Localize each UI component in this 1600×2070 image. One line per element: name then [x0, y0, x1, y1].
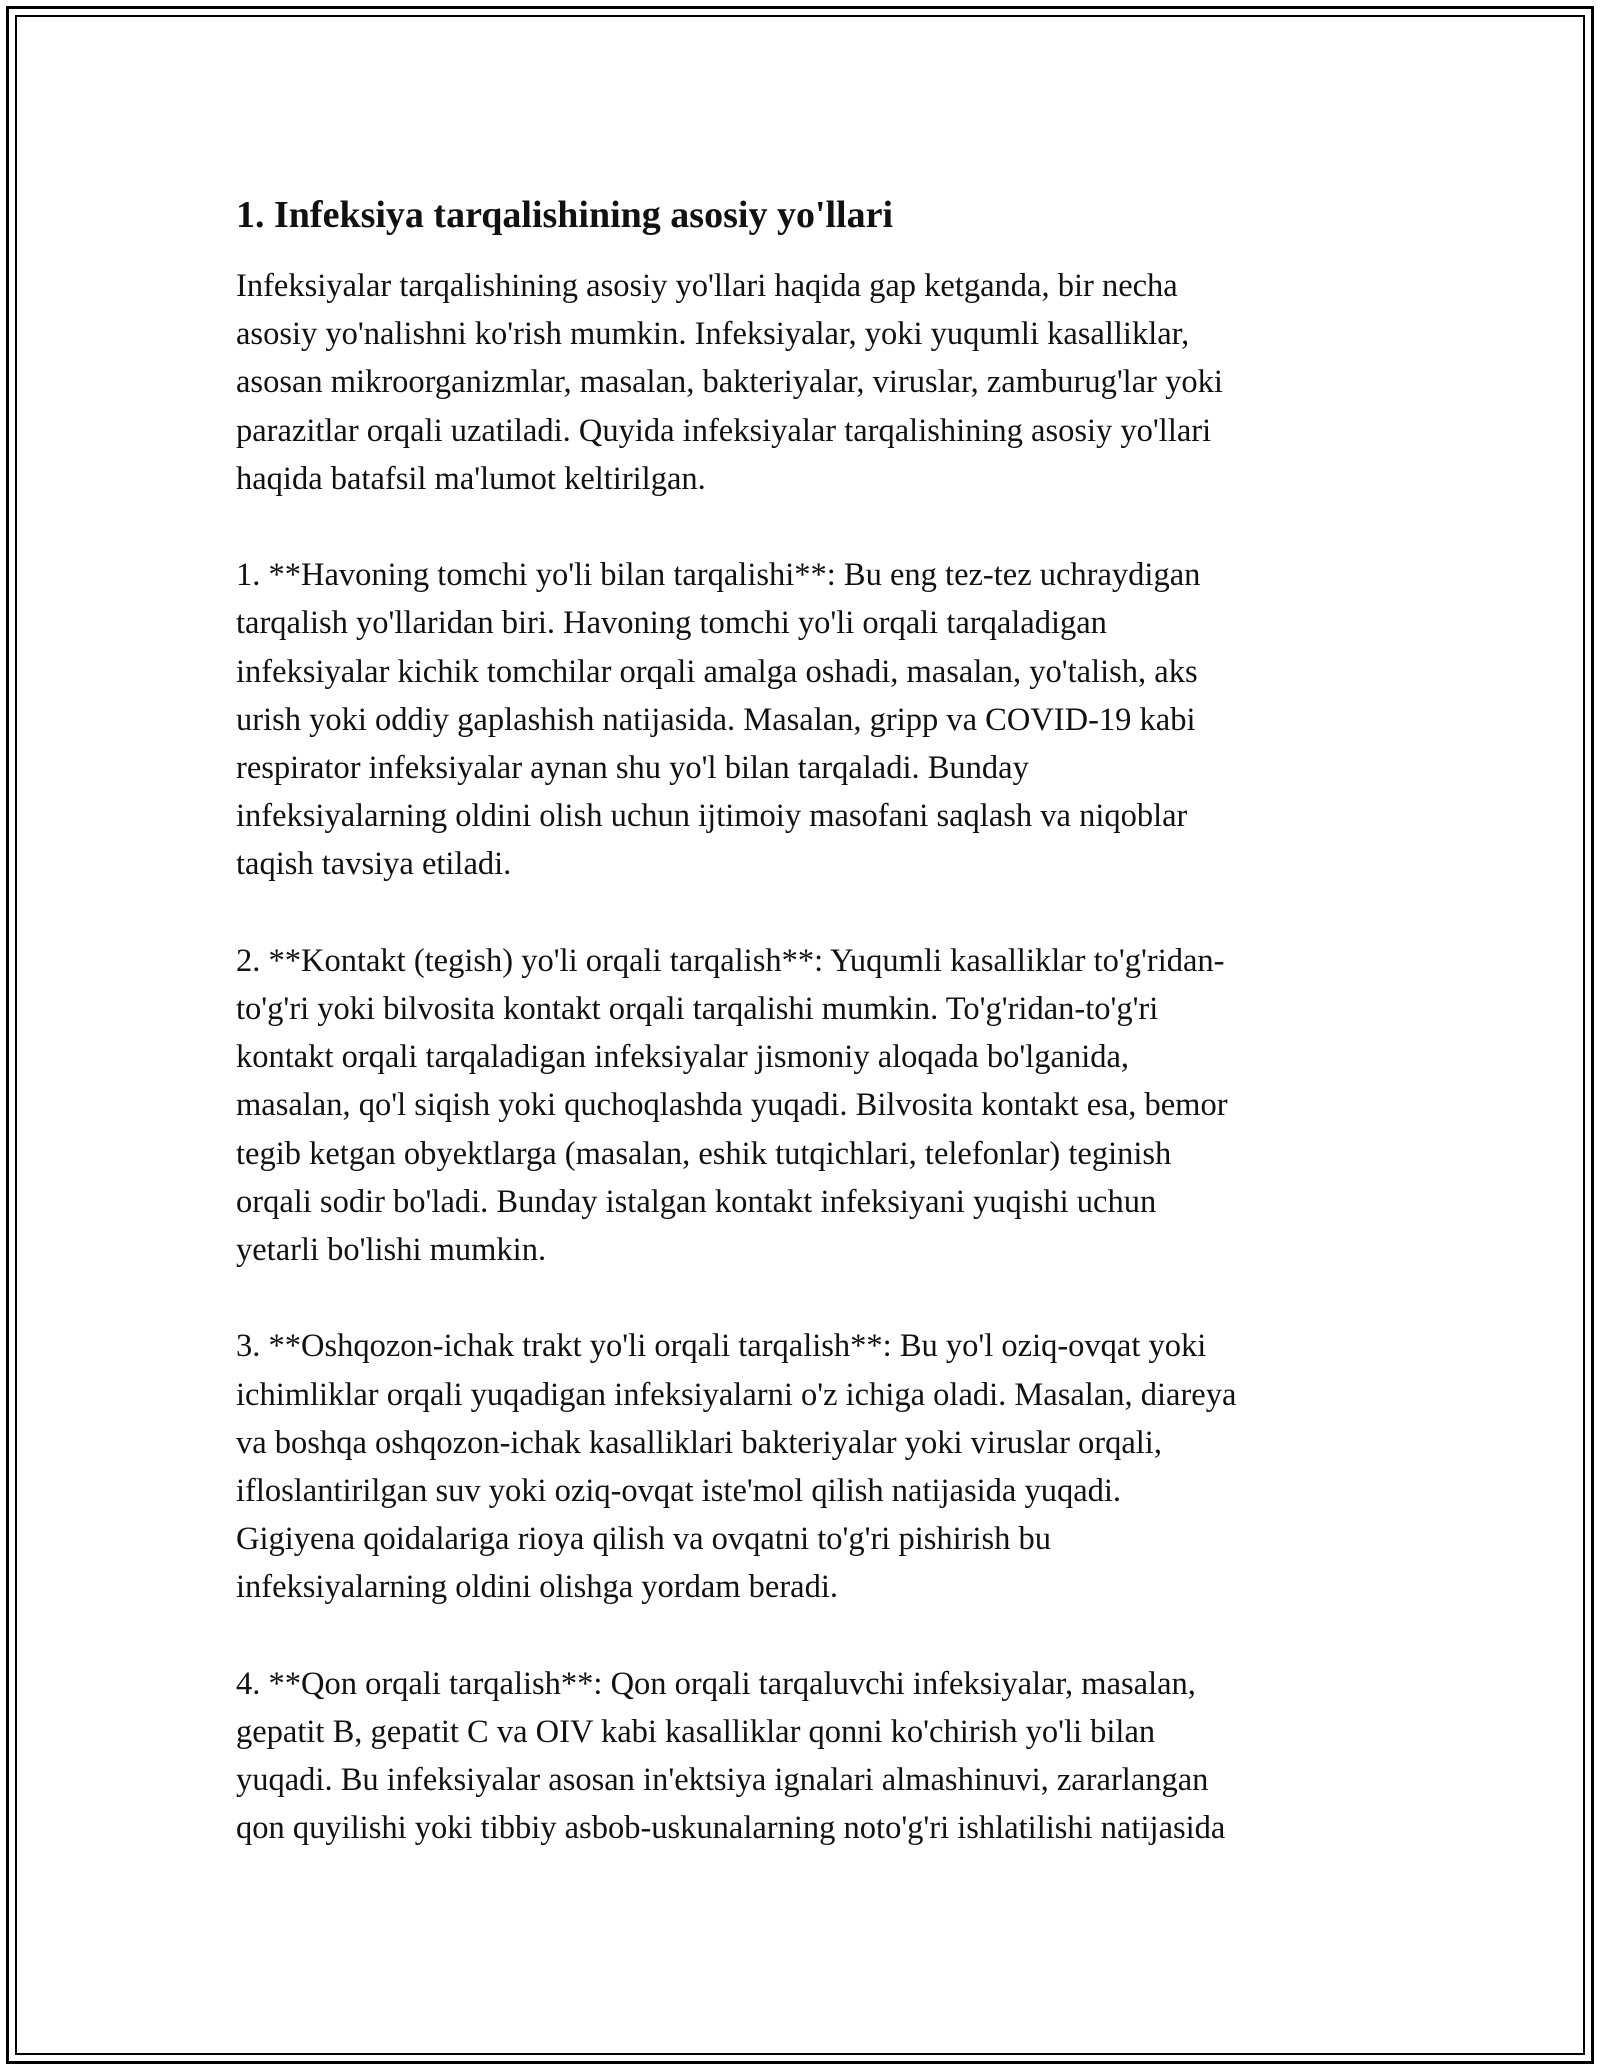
paragraph-spacer	[236, 889, 1386, 937]
document-body	[236, 188, 1386, 1853]
paragraph-line: urish yoki oddiy gaplashish natijasida. Masalan, gripp va COVID-19 kabi	[236, 701, 1196, 738]
paragraph-line: va boshqa oshqozon-ichak kasalliklari bakteriyalar yoki viruslar orqali,	[236, 1424, 1162, 1461]
paragraph-spacer	[236, 1274, 1386, 1322]
paragraph-line: haqida batafsil ma'lumot keltirilgan.	[236, 460, 706, 497]
paragraph-line: yetarli bo'lishi mumkin.	[236, 1232, 547, 1269]
paragraph-line: Infeksiyalar tarqalishining asosiy yo'llari haqida gap ketganda, bir necha	[236, 268, 1178, 304]
paragraph-spacer	[236, 503, 1386, 551]
paragraph-line: 4. **Qon orqali tarqalish**: Qon orqali tarqaluvchi infeksiyalar, masalan,	[236, 1665, 1196, 1702]
contact-transmission-paragraph	[236, 937, 1386, 1274]
paragraph-line: to'g'ri yoki bilvosita kontakt orqali tarqalishi mumkin. To'g'ridan-to'g'ri	[236, 991, 1159, 1028]
intro-paragraph	[236, 262, 1386, 503]
airborne-transmission-paragraph	[236, 551, 1386, 888]
document-title: 1. Infeksiya tarqalishining asosiy yo'llari	[236, 194, 894, 236]
paragraph-line: 1. **Havoning tomchi yo'li bilan tarqalishi**: Bu eng tez-tez uchraydigan	[236, 557, 1201, 594]
paragraph-line: yuqadi. Bu infeksiyalar asosan in'ektsiya ignalari almashinuvi, zararlangan	[236, 1762, 1209, 1799]
paragraph-line: tarqalish yo'llaridan biri. Havoning tomchi yo'li orqali tarqaladigan	[236, 605, 1107, 642]
paragraph-line: masalan, qo'l siqish yoki quchoqlashda yuqadi. Bilvosita kontakt esa, bemor	[236, 1087, 1228, 1124]
paragraph-line: orqali sodir bo'ladi. Bunday istalgan kontakt infeksiyani yuqishi uchun	[236, 1183, 1157, 1220]
paragraph-line: infeksiyalarning oldini olishga yordam beradi.	[236, 1569, 839, 1606]
digestive-transmission-paragraph	[236, 1322, 1386, 1611]
paragraph-line: infeksiyalar kichik tomchilar orqali amalga oshadi, masalan, yo'talish, aks	[236, 653, 1198, 690]
paragraph-line: asosiy yo'nalishni ko'rish mumkin. Infeksiyalar, yoki yuqumli kasalliklar,	[236, 316, 1190, 353]
paragraph-line: qon quyilishi yoki tibbiy asbob-uskunalarning noto'g'ri ishlatilishi natijasida	[236, 1810, 1226, 1847]
blood-transmission-paragraph	[236, 1660, 1386, 1853]
paragraph-line: gepatit B, gepatit C va OIV kabi kasalliklar qonni ko'chirish yo'li bilan	[236, 1714, 1156, 1751]
paragraph-line: asosan mikroorganizmlar, masalan, bakteriyalar, viruslar, zamburug'lar yoki	[236, 364, 1223, 401]
paragraph-spacer	[236, 1612, 1386, 1660]
paragraph-line: kontakt orqali tarqaladigan infeksiyalar jismoniy aloqada bo'lganida,	[236, 1039, 1130, 1076]
paragraph-line: ifloslantirilgan suv yoki oziq-ovqat iste'mol qilish natijasida yuqadi.	[236, 1473, 1122, 1510]
paragraph-line: 3. **Oshqozon-ichak trakt yo'li orqali tarqalish**: Bu yo'l oziq-ovqat yoki	[236, 1328, 1207, 1365]
paragraph-line: taqish tavsiya etiladi.	[236, 846, 512, 883]
paragraph-line: parazitlar orqali uzatiladi. Quyida infeksiyalar tarqalishining asosiy yo'llari	[236, 412, 1212, 449]
paragraph-line: Gigiyena qoidalariga rioya qilish va ovqatni to'g'ri pishirish bu	[236, 1521, 1052, 1558]
paragraph-line: 2. **Kontakt (tegish) yo'li orqali tarqalish**: Yuqumli kasalliklar to'g'ridan-	[236, 942, 1225, 979]
paragraph-line: respirator infeksiyalar aynan shu yo'l bilan tarqaladi. Bunday	[236, 750, 1029, 787]
paragraph-line: infeksiyalarning oldini olish uchun ijtimoiy masofani saqlash va niqoblar	[236, 798, 1188, 835]
paragraph-line: tegib ketgan obyektlarga (masalan, eshik tutqichlari, telefonlar) teginish	[236, 1135, 1172, 1172]
paragraph-line: ichimliklar orqali yuqadigan infeksiyalarni o'z ichiga oladi. Masalan, diareya	[236, 1376, 1237, 1413]
